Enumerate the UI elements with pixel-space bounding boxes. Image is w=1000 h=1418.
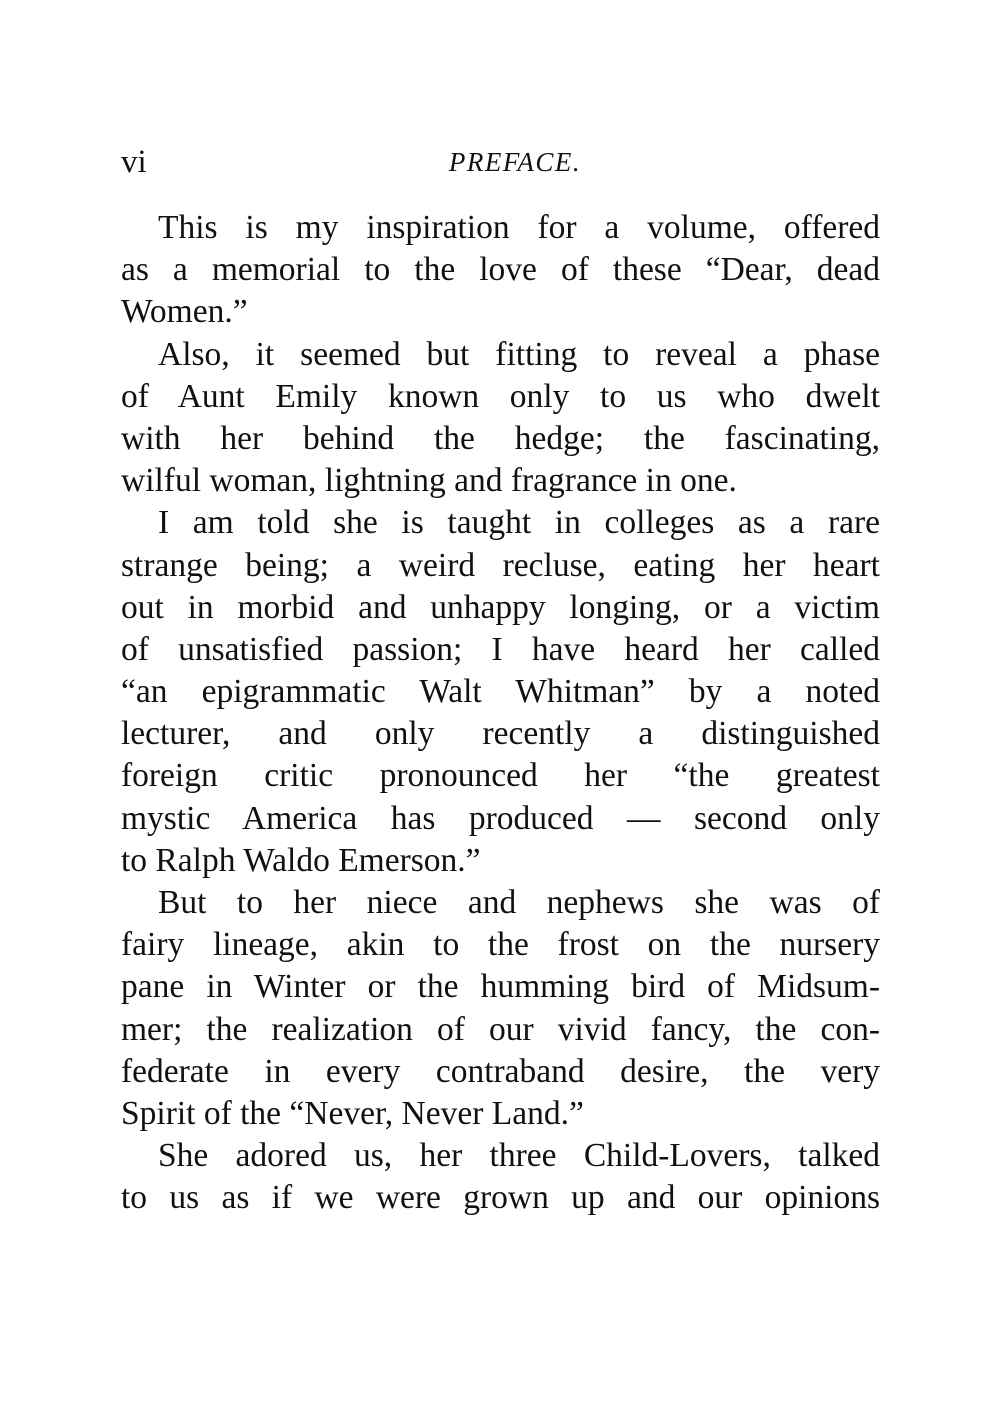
text-line: pane in Winter or the humming bird of Midsum- — [121, 968, 880, 1006]
text-line: She adored us, her three Child-Lovers, talked — [158, 1137, 880, 1175]
text-line: mystic America has produced — second only — [121, 799, 880, 837]
text-line: lecturer, and only recently a distinguished — [121, 715, 880, 753]
body-text — [121, 207, 880, 1220]
text-line: of Aunt Emily known only to us who dwelt — [121, 377, 880, 415]
text-line: foreign critic pronounced her “the greatest — [121, 757, 880, 795]
text-line: Women.” — [121, 293, 248, 331]
text-line: federate in every contraband desire, the very — [121, 1052, 880, 1090]
text-line: But to her niece and nephews she was of — [158, 884, 880, 921]
text-line: This is my inspiration for a volume, offered — [158, 209, 880, 246]
text-line: to us as if we were grown up and our opinions — [121, 1179, 880, 1217]
text-line: to Ralph Waldo Emerson.” — [121, 841, 481, 879]
running-title: PREFACE. — [448, 147, 582, 177]
text-line: fairy lineage, akin to the frost on the nursery — [121, 926, 880, 964]
running-head — [121, 138, 881, 186]
text-line: Also, it seemed but fitting to reveal a phase — [158, 335, 880, 373]
text-line: of unsatisfied passion; I have heard her called — [121, 630, 880, 668]
text-line: mer; the realization of our vivid fancy, the con- — [121, 1010, 880, 1048]
text-line: I am told she is taught in colleges as a rare — [158, 504, 880, 542]
text-line: with her behind the hedge; the fascinating, — [121, 419, 880, 457]
text-line: Spirit of the “Never, Never Land.” — [121, 1094, 584, 1132]
page-number: vi — [121, 144, 147, 180]
text-line: strange being; a weird recluse, eating her heart — [121, 546, 880, 584]
text-line: wilful woman, lightning and fragrance in one. — [121, 462, 737, 500]
text-line: as a memorial to the love of these “Dear, dead — [121, 251, 880, 289]
text-line: out in morbid and unhappy longing, or a victim — [121, 588, 880, 626]
text-line: “an epigrammatic Walt Whitman” by a noted — [121, 673, 880, 711]
